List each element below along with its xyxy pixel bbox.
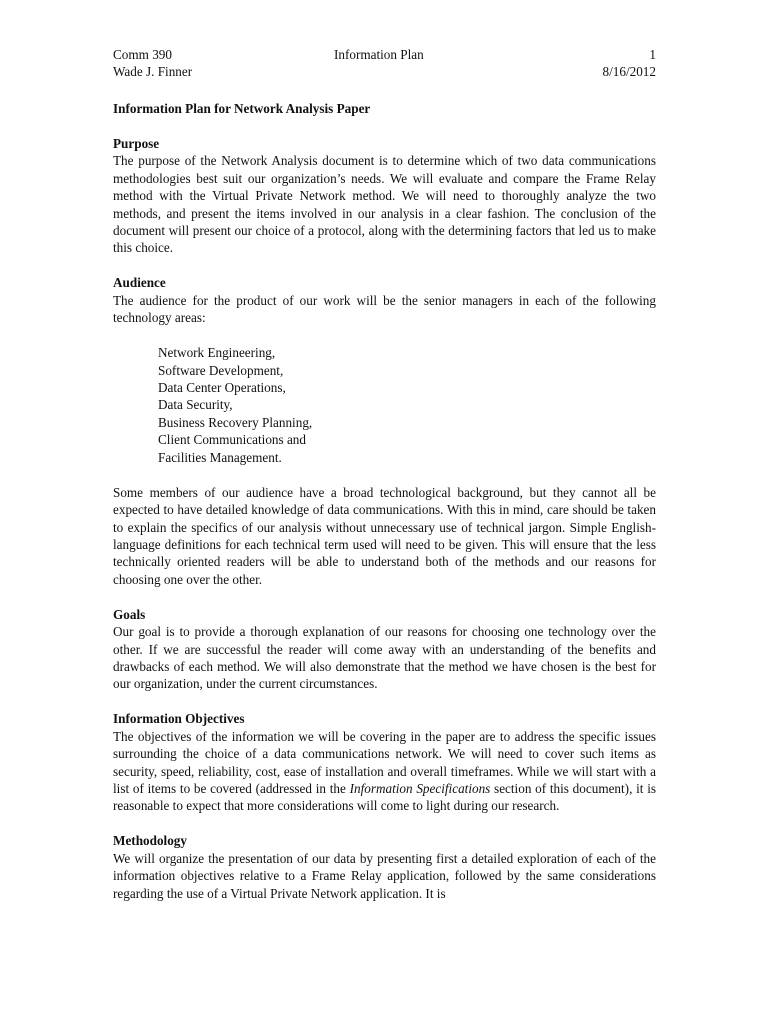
- audience-area-item: Business Recovery Planning,: [158, 414, 313, 430]
- audience-area-item: Data Security,: [158, 397, 233, 413]
- goals-text: Our goal is to provide a thorough explanation of our reasons for choosing one technology over the other. If we are successful the reader will come away with an understanding of the benefits and drawbacks of each method. We will also demonstrate that the method we have chosen is the best for our organization, under the current circumstances.: [113, 624, 656, 692]
- audience-heading: Audience: [113, 275, 166, 291]
- audience-area-item: Network Engineering,: [158, 345, 276, 361]
- audience-text: Some members of our audience have a broad technological background, but they cannot all be expected to have detailed knowledge of data communications. With this in mind, care should be taken to explain the specifics of our analysis without unnecessary use of technical jargon. Simple English-language definitions for each technical term used will need to be given. This will ensure that the less technically oriented readers will be able to understand both of the methods and our reasons for choosing one over the other.: [113, 484, 656, 587]
- objectives-text-after: section of this document), it is reasonable to expect that more considerations will come to light during our research.: [113, 780, 656, 814]
- document-title: Information Plan for Network Analysis Paper: [113, 101, 371, 116]
- audience-details: [113, 484, 656, 588]
- objectives-heading: Information Objectives: [113, 711, 245, 727]
- goals-heading: Goals: [113, 606, 146, 622]
- objectives-section: [113, 710, 656, 814]
- document-body: [113, 100, 656, 920]
- audience-area-item: Data Center Operations,: [158, 380, 286, 396]
- header-page-number: 1: [649, 47, 656, 62]
- methodology-heading: Methodology: [113, 833, 187, 849]
- methodology-text: We will organize the presentation of our data by presenting first a detailed exploration of each of the information objectives relative to a Frame Relay application, followed by the same considerations regarding the use of a Virtual Private Network application. It is: [113, 850, 656, 901]
- purpose-heading: Purpose: [113, 136, 160, 151]
- audience-area-item: Client Communications and: [158, 432, 306, 448]
- header-date: 8/16/2012: [602, 64, 656, 79]
- audience-areas-list: [158, 344, 656, 466]
- objectives-text-italic: Information Specifications: [349, 780, 491, 796]
- audience-area-item: Software Development,: [158, 362, 284, 378]
- header-doc-title: Information Plan: [334, 47, 424, 62]
- header-course: Comm 390: [113, 47, 172, 62]
- goals-section: [113, 606, 656, 693]
- purpose-text: The purpose of the Network Analysis document is to determine which of two data communications methodologies best suit our organization’s needs. We will evaluate and compare the Frame Relay method with the Virtual Private Network method. We will need to thoroughly analyze the two methods, and present the items involved in our analysis in a clear fashion. The conclusion of the document will present our choice of a protocol, along with the determining factors that led us to make this choice.: [113, 153, 656, 256]
- audience-section: [113, 274, 656, 326]
- objectives-text-before: The objectives of the information we will be covering in the paper are to address the specific issues surrounding the choice of a data communications network. We will need to cover such items as security, speed, reliability, cost, ease of installation and overall timeframes. While we will start with a list of items to be covered (addressed in the: [113, 728, 656, 796]
- methodology-section: [113, 832, 656, 902]
- purpose-section: [113, 135, 656, 257]
- header-author: Wade J. Finner: [113, 64, 193, 79]
- audience-area-item: Facilities Management.: [158, 449, 282, 465]
- objectives-text: [113, 728, 656, 815]
- audience-intro: The audience for the product of our work will be the senior managers in each of the following technology areas:: [113, 292, 656, 326]
